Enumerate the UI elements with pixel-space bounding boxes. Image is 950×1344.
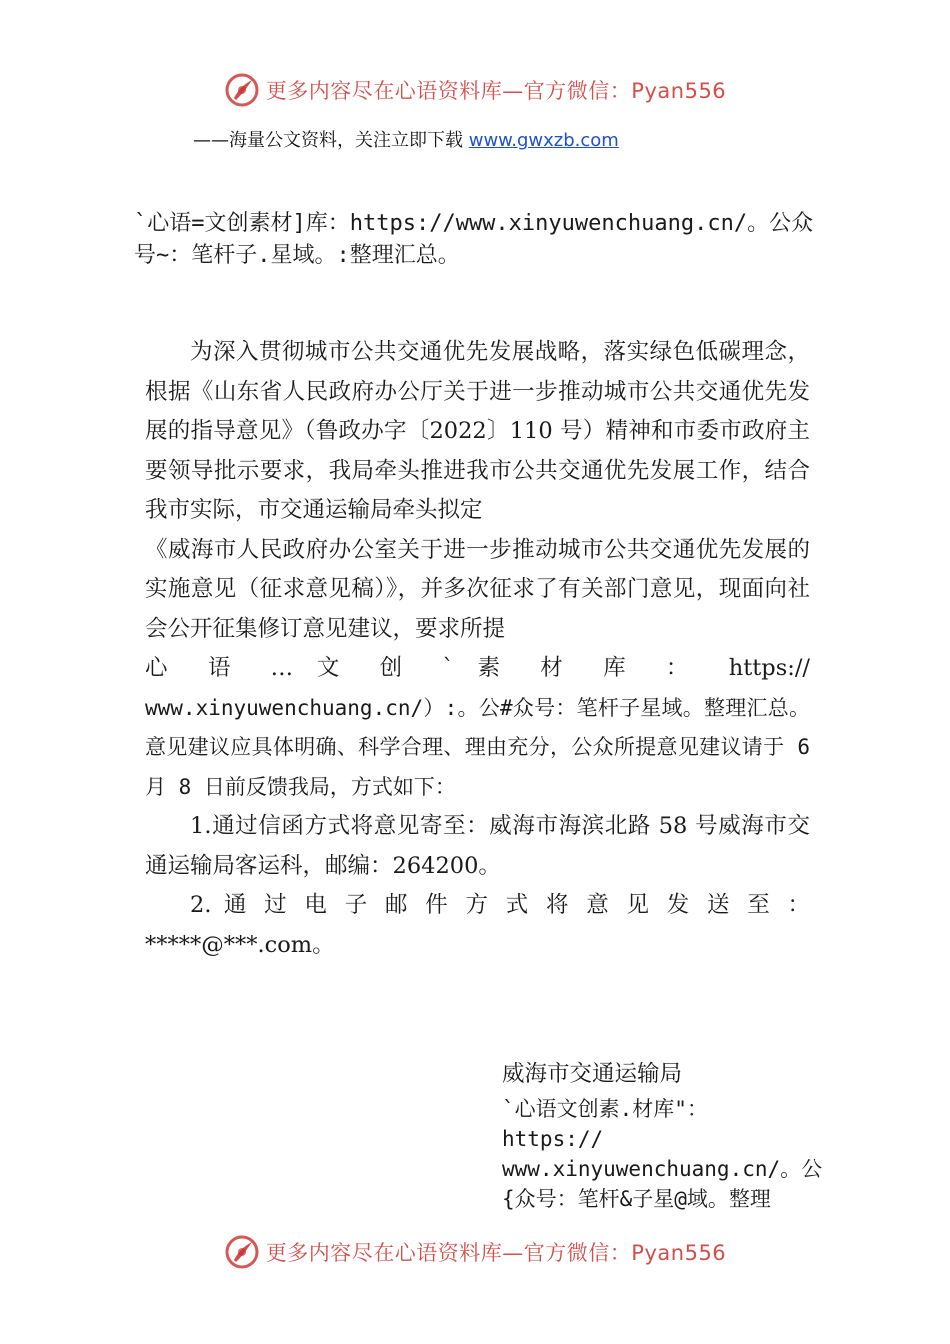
signature-note-3: www.xinyuwenchuang.cn/。公 xyxy=(502,1157,823,1181)
banner-text: 更多内容尽在心语资料库—官方微信：Pyan556 xyxy=(265,79,727,103)
header-note xyxy=(134,208,844,272)
signature-note-4: {众号：笔杆&子星@域。整理 xyxy=(502,1187,771,1211)
signature-block xyxy=(502,1058,842,1214)
paragraph-2-continued xyxy=(145,689,810,808)
signature-note-2: https:// xyxy=(502,1127,604,1151)
banner-text: 更多内容尽在心语资料库—官方微信：Pyan556 xyxy=(265,1241,727,1265)
list-item-2-email: *****@***.com。 xyxy=(145,931,335,958)
document-body xyxy=(145,333,810,965)
signature-org: 威海市交通运输局 xyxy=(502,1061,683,1087)
paragraph-2-spread-text: 心 语 … 文 创 ` 素 材 库 ： https:// xyxy=(145,655,810,681)
list-item-1: 1.通过信函方式将意见寄至：威海市海滨北路 58 号威海市交通运输局客运科，邮编：264200。 xyxy=(145,813,810,879)
brush-logo-icon xyxy=(224,72,260,108)
brush-logo-icon xyxy=(224,1234,260,1270)
paragraph-2-mono: www.xinyuwenchuang.cn/）:。公#众号：笔杆子星域。整理汇总。意见建议应具体明确、科学合理、理由充分，公众所提意见建议请于 6 月 8 日前反馈我局，方式如下： xyxy=(145,695,810,799)
paragraph-1: 为深入贯彻城市公共交通优先发展战略，落实绿色低碳理念，根据《山东省人民政府办公厅关于进一步推动城市公共交通优先发展的指导意见》（鲁政办字〔2022〕110 号）精神和市委市政府主要领导批示要求，我局牵头推进我市公共交通优先发展工作，结合我市实际，市交通运输局牵头拟定 xyxy=(145,339,810,523)
website-link[interactable]: www.gwxzb.com xyxy=(468,130,619,151)
download-subline xyxy=(193,126,619,152)
top-banner xyxy=(0,70,950,110)
signature-note-1: `心语文创素.材库"： xyxy=(502,1097,708,1121)
paragraph-2-spread-line xyxy=(145,649,810,689)
list-item-2-spread: 2. 通 过 电 子 邮 件 方 式 将 意 见 发 送 至 ： xyxy=(190,892,810,918)
paragraph-2: 《威海市人民政府办公室关于进一步推动城市公共交通优先发展的实施意见（征求意见稿）》，并多次征求了有关部门意见，现面向社会公开征集修订意见建议，要求所提 xyxy=(145,536,810,642)
bottom-banner xyxy=(0,1232,950,1272)
header-note-line-2: 号~：笔杆子.星域。:整理汇总。 xyxy=(134,243,460,268)
header-note-line-1: `心语=文创素材]库：https://www.xinyuwenchuang.cn/。公众 xyxy=(134,211,814,236)
subline-prefix: ——海量公文资料，关注立即下载 xyxy=(193,130,469,151)
